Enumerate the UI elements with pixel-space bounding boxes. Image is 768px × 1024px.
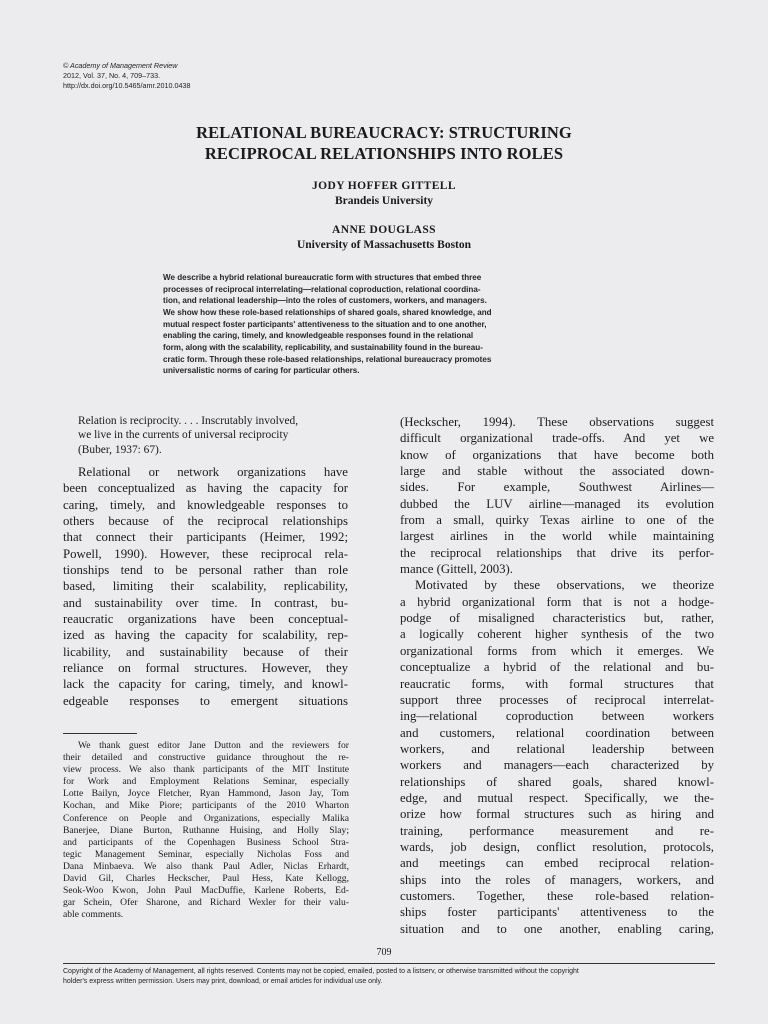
- journal-name: © Academy of Management Review: [63, 61, 178, 70]
- body-line: reaucratic organizations have been conceptual-: [63, 612, 348, 627]
- author-name: JODY HOFFER GITTELL: [312, 180, 456, 192]
- body-line: workers, and relational leadership between: [400, 741, 714, 756]
- body-line: relationships of shared goals, shared knowl-: [400, 774, 714, 789]
- body-line: mance (Gittell, 2003).: [400, 562, 514, 577]
- body-line: that connect their participants (Heimer, 1992;: [63, 530, 348, 545]
- footnote-line: view process. We also thank participants of the MIT Institute: [63, 764, 349, 776]
- body-line: edgeable responses to emergent situations: [63, 693, 348, 708]
- body-line: edge, and mutual respect. Specifically, we the-: [400, 790, 714, 805]
- footnote-line: We thank guest editor Jane Dutton and the reviewers for: [78, 740, 349, 751]
- footnote-line: tegic Management Seminar, especially Nicholas Foss and: [63, 848, 349, 860]
- author-affiliation: Brandeis University: [334, 195, 434, 207]
- body-line: ized as having the capacity for scalability, rep-: [63, 628, 348, 643]
- body-line: others because of the reciprocal relationships: [63, 514, 348, 529]
- copyright-line: Copyright of the Academy of Management, all rights reserved. Contents may not be copied, emailed, posted to a listserv, or otherwise transmitted without the copyright: [63, 968, 579, 975]
- page-number: 709: [376, 947, 392, 958]
- body-line: the reciprocal relationships that drive its perfor-: [400, 545, 714, 560]
- title-line: RELATIONAL BUREAUCRACY: STRUCTURING: [196, 123, 572, 142]
- body-line: ships foster participants' attentiveness to the: [400, 905, 714, 920]
- footnote-line: Banerjee, Diane Burton, Ruthanne Huising, and Holly Slay;: [63, 824, 349, 836]
- body-line: podge of misaligned characteristics but, rather,: [400, 611, 714, 626]
- author-name: ANNE DOUGLASS: [332, 224, 436, 236]
- body-line: large and stable without the associated down-: [400, 464, 714, 479]
- body-line: situation and to one another, enabling caring,: [400, 921, 714, 936]
- body-line: organizational forms from which it emerges. We: [400, 643, 714, 658]
- article-title: [0, 122, 768, 164]
- abstract-line: cratic form. Through these role-based relationships, relational bureaucracy promotes: [163, 354, 492, 364]
- abstract-line: universalistic norms of caring for particular others.: [163, 366, 360, 376]
- abstract-line: tion, and relational leadership—into the roles of customers, workers, and managers.: [163, 296, 487, 306]
- epigraph-line: we live in the currents of universal reciprocity: [78, 429, 289, 442]
- body-line: conceptualize a hybrid of the relational and bu-: [400, 660, 714, 675]
- body-line: know of organizations that have become both: [400, 447, 714, 462]
- footnote-line: Lotte Bailyn, Joyce Fletcher, Ryan Hammond, Jason Jay, Tom: [63, 788, 349, 800]
- body-line: tionships tend to be personal rather than role: [63, 563, 348, 578]
- footnote-line: Conference on People and Organizations, especially Malika: [63, 812, 349, 824]
- body-line: and sustainability over time. In contrast, bu-: [63, 595, 348, 610]
- epigraph-line: (Buber, 1937: 67).: [78, 443, 162, 456]
- abstract-line: enabling the caring, timely, and knowledgeable responses found in the relational: [163, 331, 474, 341]
- footnote-line: Kochan, and Mike Piore; participants of the 2010 Wharton: [63, 800, 349, 812]
- copyright-notice: [63, 967, 715, 987]
- author-affiliation: University of Massachusetts Boston: [296, 239, 472, 251]
- body-line: dubbed the LUV airline—managed its evolution: [400, 496, 714, 511]
- body-line: workers and managers—each characterized by: [400, 758, 714, 773]
- citation-info: 2012, Vol. 37, No. 4, 709–733.: [63, 71, 161, 80]
- footnote-line: David Gil, Charles Heckscher, Paul Hess, Kate Kellogg,: [63, 873, 349, 885]
- body-line: Motivated by these observations, we theorize: [415, 578, 714, 593]
- epigraph: [78, 414, 350, 457]
- body-line: difficult organizational trade-offs. And yet we: [400, 431, 714, 446]
- body-column-right: [400, 414, 714, 937]
- body-line: orize how formal structures such as hiring and: [400, 807, 714, 822]
- body-line: based, limiting their scalability, replicability,: [63, 579, 348, 594]
- body-line: been conceptualized as having the capacity for: [63, 481, 348, 496]
- epigraph-line: Relation is reciprocity. . . . Inscrutably involved,: [78, 415, 299, 427]
- doi-link[interactable]: http://dx.doi.org/10.5465/amr.2010.0438: [63, 81, 191, 90]
- footnote-divider: [63, 733, 137, 734]
- body-line: from a small, quirky Texas airline to one of the: [400, 513, 714, 528]
- body-line: licability, and sustainability because of their: [63, 644, 348, 659]
- body-line: Relational or network organizations have: [78, 465, 348, 479]
- body-line: a logically coherent higher synthesis of the two: [400, 627, 714, 642]
- acknowledgments-footnote: [63, 740, 349, 921]
- footnote-line: Dana Minbaeva. We also thank Paul Adler, Niclas Erhardt,: [63, 860, 349, 872]
- body-line: ing—relational coproduction between workers: [400, 709, 714, 724]
- footnote-line: Seok-Woo Kwon, John Paul MacDuffie, Karlene Roberts, Ed-: [63, 885, 349, 897]
- body-line: and customers, relational coordination between: [400, 725, 714, 740]
- body-line: lack the capacity for caring, timely, and knowl-: [63, 677, 348, 692]
- body-line: a hybrid organizational form that is not a hodge-: [400, 594, 714, 609]
- abstract-line: We describe a hybrid relational bureaucratic form with structures that embed three: [163, 273, 482, 282]
- body-line: Powell, 1990). However, these reciprocal rela-: [63, 546, 348, 561]
- body-line: reliance on formal structures. However, they: [63, 661, 348, 676]
- body-line: and meetings can embed reciprocal relation-: [400, 856, 714, 871]
- body-line: (Heckscher, 1994). These observations suggest: [400, 415, 714, 429]
- abstract-line: We show how these role-based relationships of shared goals, shared knowledge, and: [163, 307, 492, 317]
- body-line: caring, timely, and knowledgeable responses to: [63, 497, 348, 512]
- abstract: [163, 272, 605, 377]
- copyright-divider: [63, 963, 715, 964]
- abstract-line: processes of reciprocal interrelating—relational coproduction, relational coordina-: [163, 284, 481, 294]
- body-line: sides. For example, Southwest Airlines—: [400, 480, 714, 495]
- body-line: largest airlines in the world while maintaining: [400, 529, 714, 544]
- footnote-line: gar Schein, Ofer Sharone, and Richard Wexler for their valu-: [63, 897, 349, 909]
- body-line: training, performance measurement and re-: [400, 823, 714, 838]
- footnote-line: and participants of the Copenhagen Business School Stra-: [63, 836, 349, 848]
- footnote-line: able comments.: [63, 909, 124, 921]
- body-line: customers. Together, these role-based relation-: [400, 888, 714, 903]
- body-line: support three processes of reciprocal interrelat-: [400, 692, 714, 707]
- abstract-line: mutual respect foster participants' attentiveness to the situation and to one another,: [163, 319, 487, 329]
- footnote-line: for Work and Employment Relations Seminar, especially: [63, 776, 349, 788]
- body-line: ships into the roles of managers, workers, and: [400, 872, 714, 887]
- title-line: RECIPROCAL RELATIONSHIPS INTO ROLES: [204, 144, 564, 163]
- body-line: wards, job design, conflict resolution, protocols,: [400, 839, 714, 854]
- footnote-line: their detailed and constructive guidance throughout the re-: [63, 752, 349, 764]
- abstract-line: form, along with the scalability, replicability, and sustainability found in the bureau-: [163, 342, 483, 352]
- body-line: reaucratic forms, with formal structures that: [400, 676, 714, 691]
- journal-header: [63, 61, 190, 91]
- body-column-left: [63, 464, 348, 709]
- copyright-line: holder's express written permission. Users may print, download, or email articles for individual use only.: [63, 978, 383, 985]
- author-2: [0, 223, 768, 253]
- author-1: [0, 179, 768, 209]
